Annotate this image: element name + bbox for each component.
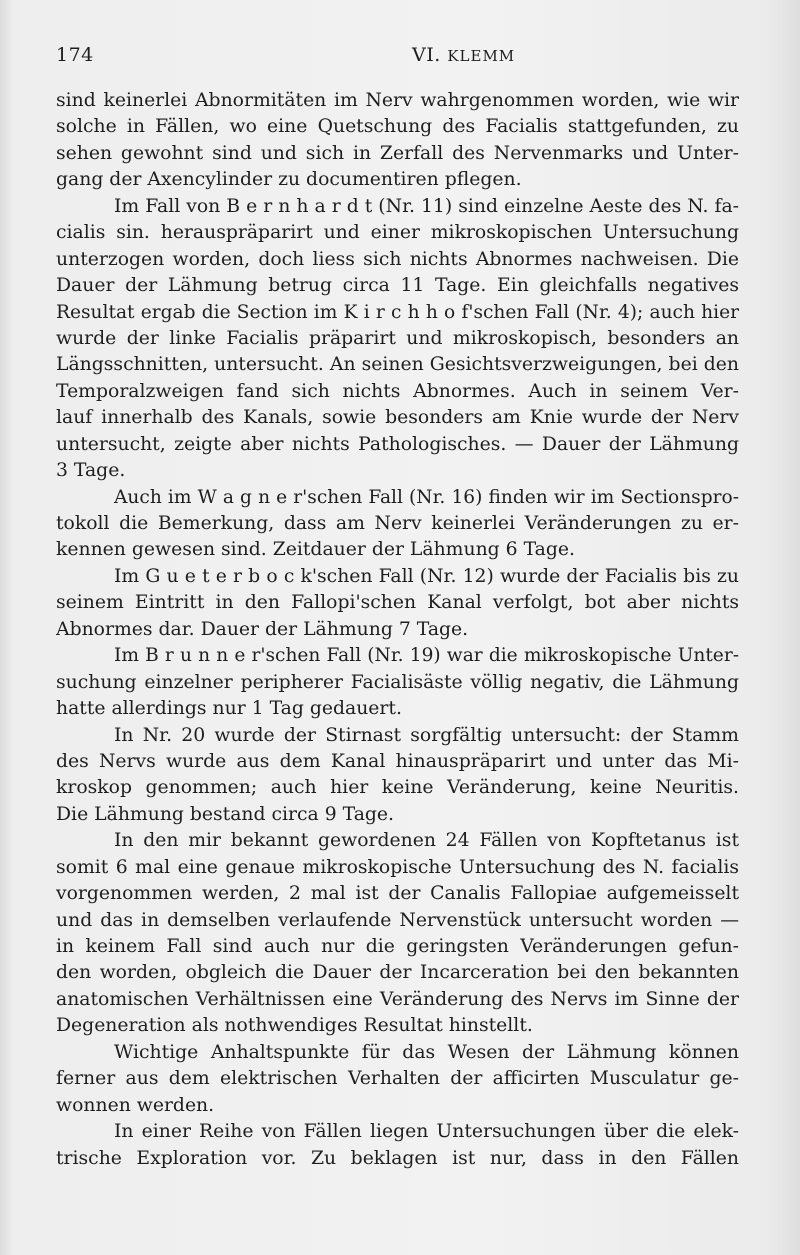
text-line: sind keinerlei Abnormitäten im Nerv wahrgenommen worden, wie wir (56, 90, 739, 111)
text-line: wurde der linke Facialis präparirt und mikroskopisch, besonders an (56, 327, 739, 349)
text-line: Im B r u n n e r'schen Fall (Nr. 19) war die mikroskopische Unter- (114, 645, 739, 667)
text-line: In einer Reihe von Fällen liegen Untersuchungen über die elek- (114, 1121, 739, 1143)
text-line: solche in Fällen, wo eine Quetschung des Facialis stattgefunden, zu (56, 116, 739, 138)
running-head-author: KLEMM (447, 47, 516, 65)
text-line: vorgenommen werden, 2 mal ist der Canalis Fallopiae aufgemeisselt (56, 883, 739, 905)
text-line: Dauer der Lähmung betrug circa 11 Tage. Ein gleichfalls negatives (56, 275, 739, 297)
text-line: 3 Tage. (56, 460, 126, 482)
text-line: den worden, obgleich die Dauer der Incarceration bei den bekannten (56, 962, 739, 984)
text-line: Abnormes dar. Dauer der Lähmung 7 Tage. (56, 618, 469, 640)
body-text (56, 88, 739, 1172)
text-line: tokoll die Bemerkung, dass am Nerv keinerlei Veränderungen zu er- (56, 513, 739, 534)
text-line: Resultat ergab die Section im K i r c h h o f'schen Fall (Nr. 4); auch hier (56, 301, 739, 323)
text-line: Degeneration als nothwendiges Resultat hinstellt. (56, 1015, 533, 1037)
text-line: lauf innerhalb des Kanals, sowie besonders am Knie wurde der Nerv (56, 407, 739, 429)
text-line: Im G u e t e r b o c k'schen Fall (Nr. 12) wurde der Facialis bis zu (114, 565, 739, 587)
text-line: seinem Eintritt in den Fallopi'schen Kanal verfolgt, bot aber nichts (56, 592, 739, 614)
text-line: hatte allerdings nur 1 Tag gedauert. (56, 698, 402, 720)
text-line: Im Fall von B e r n h a r d t (Nr. 11) sind einzelne Aeste des N. fa- (114, 195, 739, 217)
text-line: ferner aus dem elektrischen Verhalten der afficirten Musculatur ge- (56, 1068, 739, 1090)
running-head (412, 44, 515, 66)
text-line: Die Lähmung bestand circa 9 Tage. (56, 803, 394, 825)
text-line: kennen gewesen sind. Zeitdauer der Lähmung 6 Tage. (56, 539, 575, 561)
text-line: in keinem Fall sind auch nur die geringsten Veränderungen gefun- (56, 936, 739, 957)
text-line: trische Exploration vor. Zu beklagen ist nur, dass in den Fällen (56, 1147, 739, 1169)
text-line: sehen gewohnt sind und sich in Zerfall des Nervenmarks und Unter- (56, 142, 739, 164)
text-line: Längsschnitten, untersucht. An seinen Gesichtsverzweigungen, bei den (56, 354, 739, 376)
text-line: untersucht, zeigte aber nichts Pathologisches. — Dauer der Lähmung (56, 433, 739, 455)
text-line: In den mir bekannt gewordenen 24 Fällen von Kopftetanus ist (114, 830, 739, 852)
page-number: 174 (56, 44, 94, 66)
text-line: und das in demselben verlaufende Nervenstück untersucht worden — (56, 909, 739, 931)
text-line: In Nr. 20 wurde der Stirnast sorgfältig untersucht: der Stamm (114, 724, 739, 746)
running-head-roman: VI. (412, 44, 441, 66)
text-line: kroskop genommen; auch hier keine Veränderung, keine Neuritis. (56, 777, 739, 799)
text-line: des Nervs wurde aus dem Kanal hinauspräparirt und unter das Mi- (56, 750, 739, 772)
text-line: gang der Axencylinder zu documentiren pflegen. (56, 169, 522, 191)
text-line: Auch im W a g n e r'schen Fall (Nr. 16) finden wir im Sectionspro- (114, 486, 739, 508)
text-line: somit 6 mal eine genaue mikroskopische Untersuchung des N. facialis (56, 856, 739, 878)
page-header (56, 44, 740, 72)
text-line: cialis sin. herauspräparirt und einer mikroskopischen Untersuchung (56, 222, 739, 244)
text-line: anatomischen Verhältnissen eine Veränderung des Nervs im Sinne der (56, 988, 739, 1010)
text-line: Temporalzweigen fand sich nichts Abnormes. Auch in seinem Ver- (56, 380, 739, 402)
text-line: Wichtige Anhaltspunkte für das Wesen der Lähmung können (114, 1041, 739, 1063)
text-line: wonnen werden. (56, 1094, 215, 1116)
text-line: unterzogen worden, doch liess sich nichts Abnormes nachweisen. Die (56, 248, 739, 270)
text-line: suchung einzelner peripherer Facialisäste völlig negativ, die Lähmung (56, 671, 739, 693)
